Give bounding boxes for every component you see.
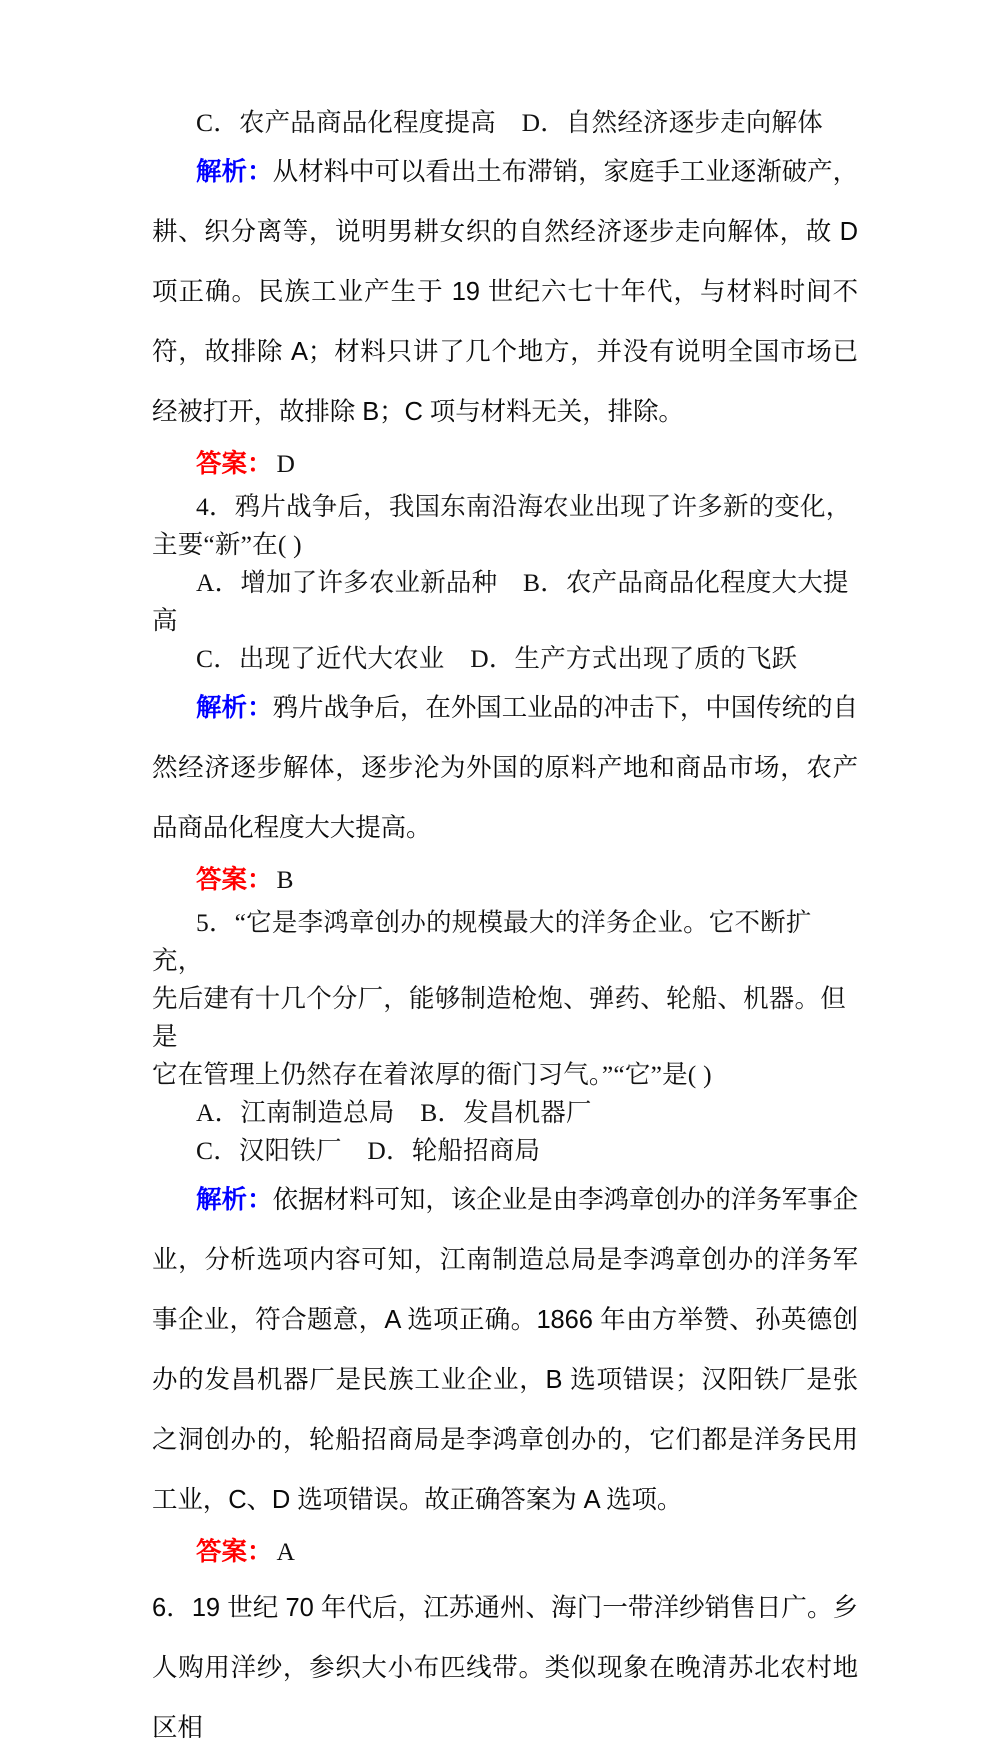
answer-value: D (276, 449, 295, 478)
analysis-text-line-2: 耕、织分离等，说明男耕女织的自然经济逐步走向解体，故 D 项 (152, 218, 858, 306)
answer-value: A (276, 1537, 295, 1566)
question-4-stem (152, 488, 858, 564)
answer-label: 答案： (196, 450, 273, 478)
question-5-answer (152, 1530, 858, 1574)
question-6-stem (152, 1578, 858, 1758)
question-5-options (152, 1094, 858, 1170)
analysis-label: 解析： (196, 1186, 273, 1214)
question-4-answer (152, 858, 858, 902)
analysis-text-line-3: 正确。民族工业产生于 19 世纪六七十年代，与材料时间不符， (152, 278, 858, 366)
question-5-stem-line-1: 5．“它是李鸿章创办的规模最大的洋务企业。它不断扩充， (152, 908, 812, 975)
analysis-text-line-3: 企业，符合题意，A 选项正确。1866 年由方举赞、孙英德创办的 (152, 1306, 858, 1394)
analysis-label: 解析： (196, 694, 273, 722)
question-4-option-line-2: C．出现了近代大农业 D．生产方式出现了质的飞跃 (196, 644, 798, 673)
question-4-stem-line-1: 4．鸦片战争后，我国东南沿海农业出现了许多新的变化， (196, 492, 852, 521)
question-6-stem-line-1: 6．19 世纪 70 年代后，江苏通州、海门一带洋纱销售日广。乡人 (152, 1594, 858, 1682)
analysis-text-line-1: 从材料中可以看出土布滞销，家庭手工业逐渐破产， (272, 158, 858, 186)
question-4-stem-line-2: 主要“新”在( ) (152, 530, 302, 559)
analysis-text-line-4: 故排除 A；材料只讲了几个地方，并没有说明全国市场已经被打 (152, 338, 858, 426)
answer-value: B (276, 865, 294, 894)
analysis-text-line-2: 业，分析选项内容可知，江南制造总局是李鸿章创办的洋务军事 (152, 1246, 858, 1334)
analysis-label: 解析： (196, 158, 273, 186)
answer-label: 答案： (196, 1538, 273, 1566)
question-6-stem-line-2: 购用洋纱，参织大小布匹线带。类似现象在晚清苏北农村地区相 (152, 1654, 859, 1742)
analysis-text-line-6: D 选项错误。故正确答案为 A 选项。 (271, 1486, 683, 1514)
question-4-option-line-1: A．增加了许多农业新品种 B．农产品商品化程度大大提高 (152, 568, 849, 635)
analysis-text-line-1: 鸦片战争后，在外国工业品的冲击下，中国传统的自 (272, 694, 858, 722)
analysis-text-line-1: 依据材料可知，该企业是由李鸿章创办的洋务军事企 (272, 1186, 858, 1214)
question-3-options-line: C．农产品商品化程度提高 D．自然经济逐步走向解体 (196, 108, 823, 137)
question-5-option-line-1: A．江南制造总局 B．发昌机器厂 (196, 1098, 592, 1127)
question-5-stem-line-3: 它在管理上仍然存在着浓厚的衙门习气。”“它”是( ) (152, 1060, 712, 1089)
question-3-answer (152, 442, 858, 486)
answer-label: 答案： (196, 866, 273, 894)
question-3-options-block (152, 104, 858, 142)
question-5-stem (152, 904, 858, 1094)
question-5-option-line-2: C．汉阳铁厂 D．轮船招商局 (196, 1136, 541, 1165)
question-5-stem-line-2: 先后建有十几个分厂，能够制造枪炮、弹药、轮船、机器。但是 (152, 984, 846, 1051)
analysis-text-line-2: 然经济逐步解体，逐步沦为外国的原料产地和商品市场，农产品 (152, 754, 858, 842)
question-4-analysis (152, 678, 858, 858)
page-content (152, 104, 858, 1758)
analysis-text-line-4: 发昌机器厂是民族工业企业，B 选项错误；汉阳铁厂是张之洞创 (152, 1366, 858, 1454)
question-5-analysis (152, 1170, 858, 1530)
analysis-text-line-5: 开，故排除 B；C 项与材料无关，排除。 (228, 398, 684, 426)
analysis-text-line-5: 办的，轮船招商局是李鸿章创办的，它们都是洋务民用工业，C、 (152, 1426, 858, 1514)
analysis-text-line-3: 商品化程度大大提高。 (177, 814, 432, 842)
question-3-analysis (152, 142, 858, 442)
question-4-options (152, 564, 858, 678)
